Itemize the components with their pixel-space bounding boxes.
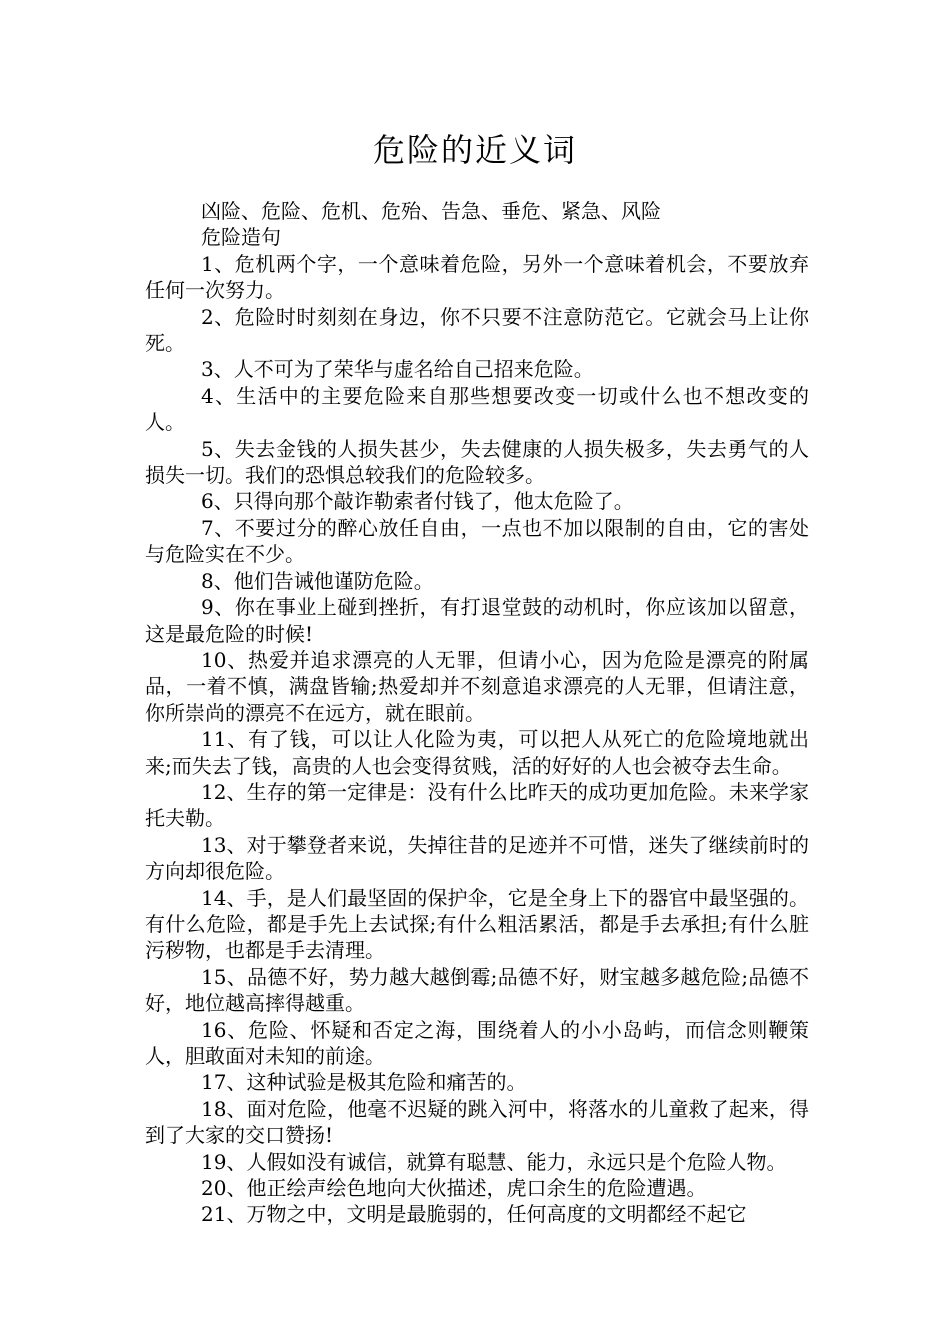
sentence-paragraph: 3、人不可为了荣华与虚名给自己招来危险。 — [201, 357, 594, 382]
sentence-paragraph: 14、手，是人们最坚固的保护伞，它是全身上下的器官中最坚强的。有什么危险，都是手先上去试探;有什么粗活累活，都是手去承担;有什么脏污秽物，也都是手去清理。 — [145, 885, 809, 963]
sentence-paragraph: 17、这种试验是极其危险和痛苦的。 — [201, 1070, 527, 1095]
sentence-paragraph: 12、生存的第一定律是：没有什么比昨天的成功更加危险。未来学家托夫勒。 — [145, 779, 809, 831]
sentence-paragraph: 4、生活中的主要危险来自那些想要改变一切或什么也不想改变的人。 — [145, 383, 809, 435]
synonyms-line: 凶险、危险、危机、危殆、告急、垂危、紧急、风险 — [201, 199, 661, 223]
sentence-paragraph: 16、危险、怀疑和否定之海，围绕着人的小小岛屿，而信念则鞭策人，胆敢面对未知的前途。 — [145, 1017, 809, 1068]
sentence-paragraph: 6、只得向那个敲诈勒索者付钱了，他太危险了。 — [201, 489, 634, 514]
sentence-paragraph: 21、万物之中，文明是最脆弱的，任何高度的文明都经不起它 — [201, 1202, 747, 1227]
sentence-paragraph: 7、不要过分的醉心放任自由，一点也不加以限制的自由，它的害处与危险实在不少。 — [145, 515, 809, 567]
sentence-paragraph: 19、人假如没有诚信，就算有聪慧、能力，永远只是个危险人物。 — [201, 1149, 787, 1174]
sentence-paragraph: 5、失去金钱的人损失甚少，失去健康的人损失极多，失去勇气的人损失一切。我们的恐惧总较我们的危险较多。 — [145, 436, 809, 488]
sentence-paragraph: 18、面对危险，他毫不迟疑的跳入河中，将落水的儿童救了起来，得到了大家的交口赞扬! — [145, 1096, 809, 1148]
sentence-paragraph: 8、他们告诫他谨防危险。 — [201, 568, 434, 593]
sentence-paragraph: 20、他正绘声绘色地向大伙描述，虎口余生的危险遭遇。 — [201, 1176, 707, 1201]
section-heading: 危险造句 — [201, 225, 281, 250]
document-body — [145, 198, 809, 1228]
sentence-paragraph: 10、热爱并追求漂亮的人无罪，但请小心，因为危险是漂亮的附属品，一着不慎，满盘皆输;热爱却并不刻意追求漂亮的人无罪，但请注意，你所崇尚的漂亮不在远方，就在眼前。 — [145, 647, 809, 725]
sentence-paragraph: 15、品德不好，势力越大越倒霉;品德不好，财宝越多越危险;品德不好，地位越高摔得越重。 — [145, 964, 809, 1016]
sentence-paragraph: 11、有了钱，可以让人化险为夷，可以把人从死亡的危险境地就出来;而失去了钱，高贵的人也会变得贫贱，活的好好的人也会被夺去生命。 — [145, 727, 809, 778]
sentence-paragraph: 1、危机两个字，一个意味着危险，另外一个意味着机会，不要放弃任何一次努力。 — [145, 251, 809, 303]
sentence-paragraph: 9、你在事业上碰到挫折，有打退堂鼓的动机时，你应该加以留意，这是最危险的时候! — [145, 595, 809, 646]
sentence-paragraph: 13、对于攀登者来说，失掉往昔的足迹并不可惜，迷失了继续前时的方向却很危险。 — [145, 832, 809, 884]
sentence-paragraph: 2、危险时时刻刻在身边，你不只要不注意防范它。它就会马上让你死。 — [145, 304, 809, 356]
document-title: 危险的近义词 — [372, 131, 577, 169]
